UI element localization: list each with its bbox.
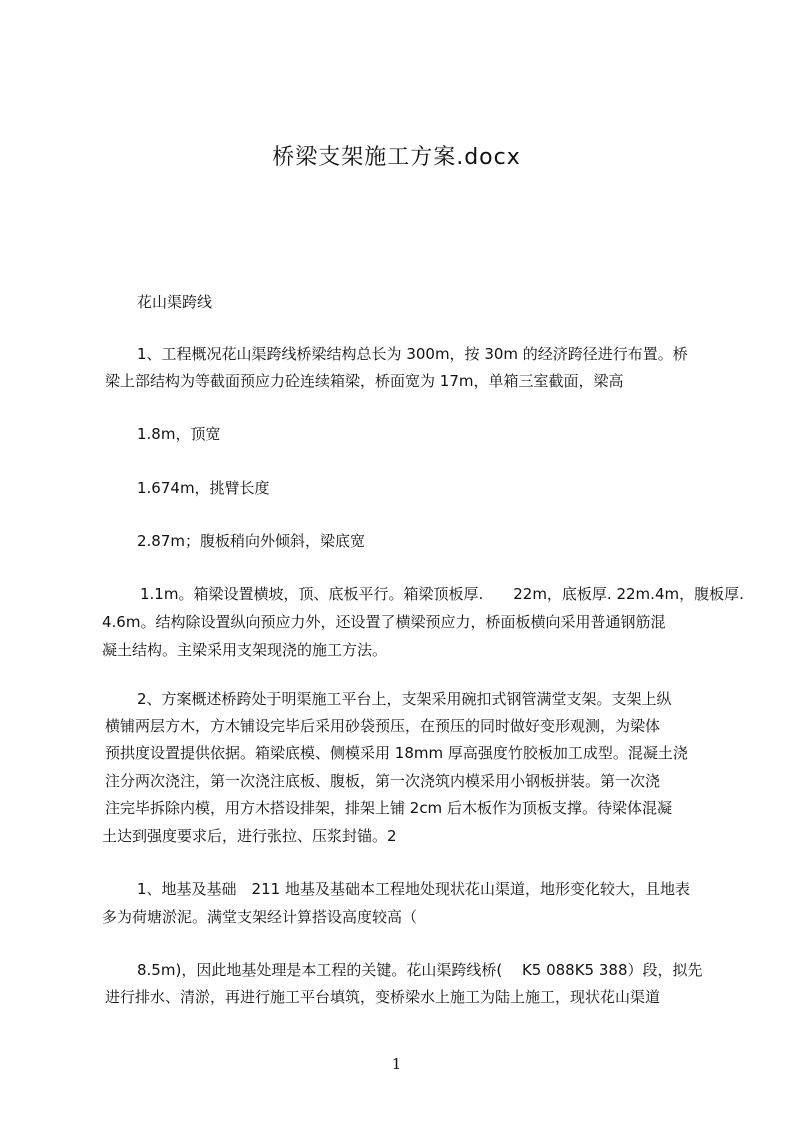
document-title: 桥梁支架施工方案.docx	[272, 145, 521, 170]
text-line: 4.6m。结构除设置纵向预应力外，还设置了横梁预应力，桥面板横向采用普通钢筋混	[102, 613, 666, 631]
text-line: 1.8m，顶宽	[137, 425, 221, 443]
text-line: 土达到强度要求后，进行张拉、压浆封锚。2	[102, 827, 397, 845]
text-line: 预拱度设置提供依据。箱梁底模、侧模采用 18mm 厚高强度竹胶板加工成型。混凝土浇	[105, 744, 688, 762]
text-line: 1、地基及基础 211 地基及基础本工程地处现状花山渠道，地形变化较大，且地表	[137, 880, 690, 898]
text-line: 横铺两层方木，方木铺设完毕后采用砂袋预压，在预压的同时做好变形观测，为梁体	[105, 717, 661, 735]
text-line: 凝土结构。主梁采用支架现浇的施工方法。	[102, 641, 388, 659]
text-line: 花山渠跨线	[137, 293, 213, 311]
text-line: 多为荷塘淤泥。满堂支架经计算搭设高度较高（	[102, 908, 418, 926]
text-line: 1.674m，挑臂长度	[137, 479, 270, 497]
text-line: 进行排水、清淤，再进行施工平台填筑，变桥梁水上施工为陆上施工，现状花山渠道	[105, 988, 661, 1006]
text-line: 1.1m。箱梁设置横坡，顶、底板平行。箱梁顶板厚. 22m，底板厚. 22m.4m，腹板厚.	[140, 585, 744, 603]
text-line: 2.87m；腹板稍向外倾斜，梁底宽	[137, 532, 366, 550]
page-number: 1	[391, 1055, 402, 1073]
text-line: 注完毕拆除内模，用方木搭设排架，排架上铺 2cm 后木板作为顶板支撑。待梁体混凝	[105, 799, 672, 817]
text-line: 1、工程概况花山渠跨线桥梁结构总长为 300m，按 30m 的经济跨径进行布置。桥	[137, 345, 688, 363]
text-line: 2、方案概述桥跨处于明渠施工平台上，支架采用碗扣式钢管满堂支架。支架上纵	[137, 690, 672, 708]
text-line: 梁上部结构为等截面预应力砼连续箱梁，桥面宽为 17m，单箱三室截面，梁高	[105, 372, 624, 390]
text-line: 8.5m)，因此地基处理是本工程的关键。花山渠跨线桥( K5 088K5 388）段，拟先	[137, 961, 703, 979]
text-line: 注分两次浇注，第一次浇注底板、腹板，第一次浇筑内模采用小钢板拼装。第一次浇	[105, 772, 661, 790]
